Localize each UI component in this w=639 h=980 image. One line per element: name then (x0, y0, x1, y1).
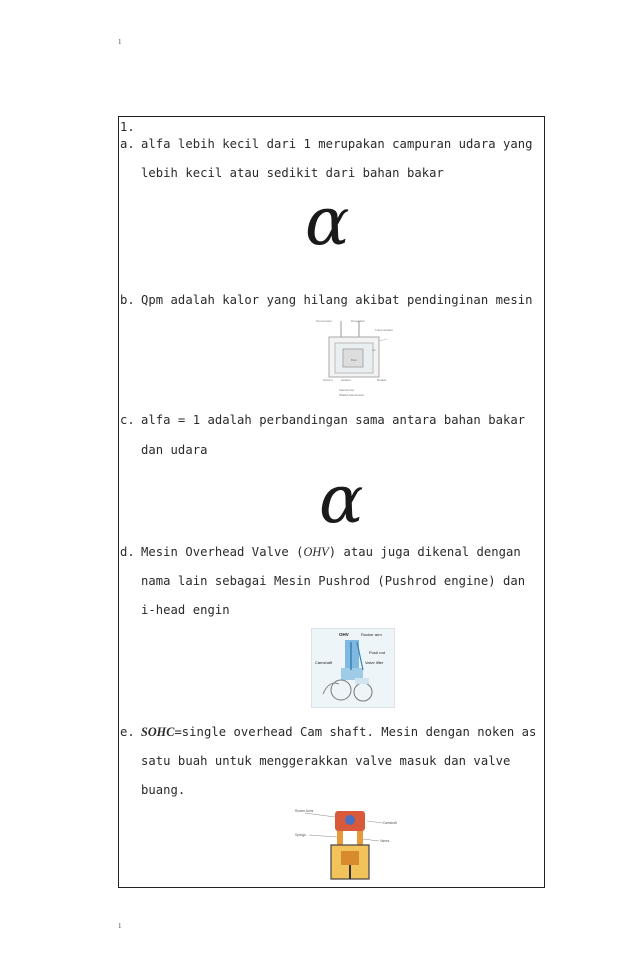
item-d-label: d. (120, 545, 135, 559)
springs-label: Springs (295, 833, 306, 837)
alpha-symbol-c: α (319, 461, 364, 538)
item-c-label: c. (120, 413, 135, 427)
calorimeter-label-7: Sumbu (323, 378, 333, 382)
calorimeter-label-4: Air (372, 348, 376, 352)
item-d-line-1: Mesin Overhead Valve (OHV) atau juga dikenal dengan (141, 545, 521, 559)
calorimeter-label-2: Pengaduk (351, 319, 365, 323)
calorimeter-label-5: Bom (351, 358, 358, 362)
valves-label: Valves (380, 839, 390, 843)
content-box (118, 116, 545, 888)
calorimeter-label-9: Kalorimeter (339, 388, 355, 392)
item-a-line-1: alfa lebih kecil dari 1 merupakan campuran udara yang (141, 137, 533, 151)
item-b-line-1: Qpm adalah kalor yang hilang akibat pendinginan mesin (141, 293, 533, 307)
rocker-arms-label: Rocker Arms (295, 809, 314, 813)
item-d-line-3: i-head engin (141, 603, 230, 617)
item-a-label: a. (120, 137, 135, 151)
item-e-line-3: buang. (141, 783, 186, 797)
valve-lifter-label: Valve lifter (365, 660, 384, 665)
ohv-label: OHV (339, 632, 349, 637)
calorimeter-label-3: Tutup isolator (375, 328, 394, 332)
camshaft-label: Camshaft (315, 660, 333, 665)
calorimeter-figure (315, 317, 397, 401)
push-rod-label: Push rod (369, 650, 386, 655)
item-a-line-2: lebih kecil atau sedikit dari bahan bakar (141, 166, 444, 180)
item-e-line-2: satu buah untuk menggerakkan valve masuk dan valve (141, 754, 511, 768)
alpha-symbol-a: α (305, 183, 350, 260)
sohc-engine-figure (295, 807, 413, 885)
sohc-camshaft-label: Camshaft (383, 821, 397, 825)
calorimeter-label-1: Termometer (316, 319, 333, 323)
item-e-label: e. (120, 725, 135, 739)
item-b-label: b. (120, 293, 135, 307)
page-number-top: 1 (118, 38, 122, 46)
calorimeter-label-10: Wadah kalorimeter (339, 393, 365, 397)
question-number: 1. (120, 120, 135, 134)
calorimeter-label-6: Reaksi (377, 378, 387, 382)
ohv-engine-figure (311, 628, 395, 708)
rocker-arm-label: Rocker arm (361, 632, 382, 637)
sohc-emphasis: SOHC (141, 725, 175, 739)
item-c-line-2: dan udara (141, 443, 208, 457)
item-e-line-1: SOHC=single overhead Cam shaft. Mesin dengan noken as (141, 725, 537, 739)
ohv-emphasis: OHV (303, 545, 329, 559)
item-d-line-2: nama lain sebagai Mesin Pushrod (Pushrod engine) dan (141, 574, 526, 588)
page-number-bottom: 1 (118, 922, 122, 930)
calorimeter-label-8: Isolator (341, 378, 351, 382)
item-c-line-1: alfa = 1 adalah perbandingan sama antara bahan bakar (141, 413, 526, 427)
